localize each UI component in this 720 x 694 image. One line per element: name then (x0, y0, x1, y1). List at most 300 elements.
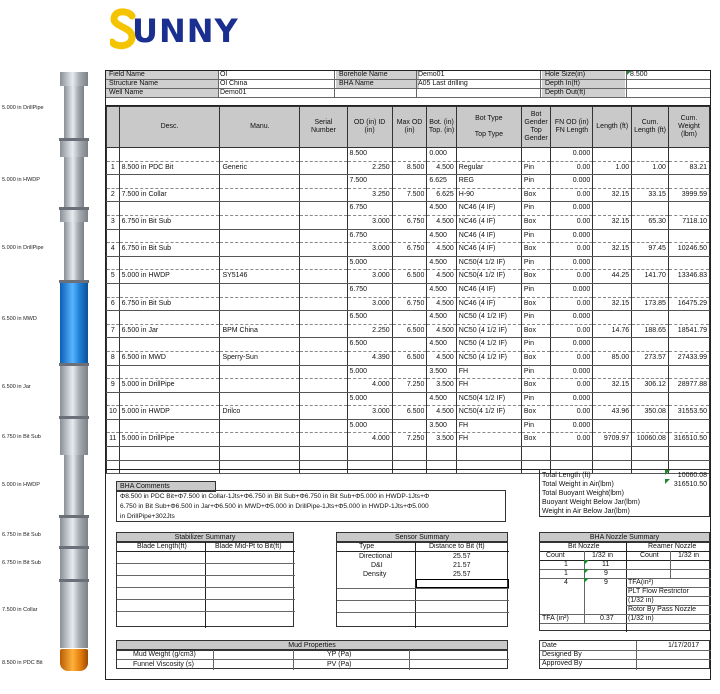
cell-empty (119, 229, 220, 243)
cum-weight-value: 13346.83 (668, 270, 709, 284)
col-fn: FN OD (in) FN Length (551, 107, 593, 148)
fn-od: 0.000 (551, 256, 593, 270)
bha-name-label: BHA Name (336, 80, 419, 88)
row-number: 6 (107, 297, 120, 311)
cell-empty (119, 460, 220, 474)
cell-empty (668, 447, 709, 461)
bit-sub (60, 419, 88, 455)
fn-length: 0.00 (551, 297, 593, 311)
od-value: 6.750 (347, 202, 392, 216)
cell-empty (427, 447, 456, 461)
od-value: 8.500 (347, 148, 392, 162)
serial-number (300, 243, 347, 257)
manufacturer (220, 188, 300, 202)
max-od-value: 6.500 (392, 406, 427, 420)
bot-type: NC46 (4 IF) (456, 229, 521, 243)
component-desc: 6.750 in Bit Sub (119, 243, 220, 257)
od-value: 6.750 (347, 229, 392, 243)
cell-empty (632, 338, 669, 352)
bha-name-value: A05 Last drilling (418, 80, 468, 87)
mud-table (116, 649, 508, 669)
mud-title: Mud Properties (116, 640, 508, 651)
fn-length: 0.00 (551, 406, 593, 420)
top-value: 4.500 (427, 351, 456, 365)
od-value: 6.500 (347, 338, 392, 352)
top-value: 4.500 (427, 161, 456, 175)
cell-empty (668, 148, 709, 162)
top-type: FH (456, 433, 521, 447)
serial-number (300, 270, 347, 284)
col-desc: Desc. (119, 107, 220, 148)
signoff-table (539, 640, 710, 669)
od-value: 5.000 (347, 365, 392, 379)
manufacturer: SY5146 (220, 270, 300, 284)
bot-value: 6.625 (427, 175, 456, 189)
well-name-value: Demo01 (220, 89, 247, 96)
nozzle-table (539, 541, 710, 631)
pv-label: PV (Pa) (327, 661, 352, 668)
top-type: NC46 (4 IF) (456, 297, 521, 311)
table-row (107, 161, 710, 175)
tool-label: 5.000 in DrillPipe (2, 245, 44, 251)
cell-empty (220, 148, 300, 162)
cell-empty (551, 447, 593, 461)
sensor-table (336, 541, 508, 627)
id-value: 2.250 (347, 324, 392, 338)
id-value: 4.000 (347, 379, 392, 393)
plt-flow-unit: (1/32 in) (628, 597, 654, 604)
col-num (107, 107, 120, 148)
component-desc: 6.750 in Bit Sub (119, 297, 220, 311)
cell-empty (668, 229, 709, 243)
top-value: 4.500 (427, 324, 456, 338)
total-air-label: Total Weight in Air(lbm) (542, 481, 614, 488)
table-row (107, 188, 710, 202)
cell-empty (427, 460, 456, 474)
cell-empty (392, 419, 427, 433)
manufacturer (220, 379, 300, 393)
row-number: 2 (107, 188, 120, 202)
bot-value: 4.500 (427, 392, 456, 406)
cum-length-value: 1.00 (632, 161, 669, 175)
top-value: 4.500 (427, 270, 456, 284)
bot-gender: Pin (521, 338, 550, 352)
total-length-label: Total Length (ft) (542, 472, 591, 479)
jar (60, 366, 88, 416)
bit-count-label: Count (546, 552, 565, 559)
length-value: 32.15 (593, 243, 632, 257)
table-row (107, 148, 710, 162)
tool-label: 5.000 in HWDP (2, 177, 40, 183)
cell-empty (300, 392, 347, 406)
cell-empty (300, 175, 347, 189)
mwd-tool (60, 283, 88, 363)
table-row (107, 392, 710, 406)
od-value: 6.500 (347, 311, 392, 325)
cell-empty (300, 311, 347, 325)
cell-empty (119, 148, 220, 162)
table-row (107, 175, 710, 189)
plt-flow-label: PLT Flow Restrictor (628, 588, 689, 595)
cum-length-value: 33.15 (632, 188, 669, 202)
cell-empty (668, 175, 709, 189)
cum-weight-value: 3999.59 (668, 188, 709, 202)
cell-empty (632, 256, 669, 270)
cell-empty (220, 460, 300, 474)
max-od-value: 6.750 (392, 215, 427, 229)
top-value: 4.500 (427, 215, 456, 229)
length-value: 43.96 (593, 406, 632, 420)
cell-empty (347, 447, 392, 461)
od-value: 5.000 (347, 392, 392, 406)
bot-type: FH (456, 419, 521, 433)
cell-empty (220, 311, 300, 325)
table-row (107, 433, 710, 447)
cell-empty (392, 365, 427, 379)
cell-empty (220, 229, 300, 243)
bot-gender: Pin (521, 256, 550, 270)
cell-empty (347, 460, 392, 474)
cell-empty (392, 229, 427, 243)
component-desc: 5.000 in DrillPipe (119, 433, 220, 447)
cell-empty (107, 460, 120, 474)
cell-empty (107, 283, 120, 297)
rotor-bypass-label: Rotor By Pass Nozzle (628, 606, 697, 613)
component-desc: 6.500 in MWD (119, 351, 220, 365)
top-type: NC50 (4 1/2 IF) (456, 351, 521, 365)
cell-empty (392, 283, 427, 297)
cell-empty (300, 148, 347, 162)
top-type: Regular (456, 161, 521, 175)
col-serial: Serial Number (300, 107, 347, 148)
sensor-selected-cell[interactable] (416, 579, 509, 588)
structure-label: Structure Name (106, 80, 219, 88)
bit-nozzle-count: 1 (564, 561, 568, 568)
cell-empty (632, 447, 669, 461)
fn-od: 0.000 (551, 283, 593, 297)
col-length: Length (ft) (593, 107, 632, 148)
row-number: 3 (107, 215, 120, 229)
id-value: 2.250 (347, 161, 392, 175)
comment-line-1: Φ8.500 in PDC Bit+Φ7.500 in Collar-1Jts+Φ6.750 in Bit Sub+Φ6.750 in Bit Sub+Φ5.000 in HWDP-1Jts+Φ (120, 493, 430, 500)
top-value: 3.500 (427, 379, 456, 393)
bit-nozzle-size: 9 (604, 579, 608, 586)
tool-label: 6.750 in Bit Sub (2, 560, 41, 566)
cell-empty (392, 338, 427, 352)
od-value: 6.750 (347, 283, 392, 297)
cell-empty (300, 365, 347, 379)
bit-size-label: 1/32 in (592, 552, 614, 559)
cum-length-value: 350.08 (632, 406, 669, 420)
top-value: 3.500 (427, 433, 456, 447)
cell-empty (220, 175, 300, 189)
cell-empty (632, 148, 669, 162)
cum-weight-value: 83.21 (668, 161, 709, 175)
bot-gender: Pin (521, 202, 550, 216)
col-bot-top-type (456, 107, 521, 148)
table-row-empty (107, 447, 710, 461)
top-type: H-90 (456, 188, 521, 202)
fn-length: 0.00 (551, 161, 593, 175)
cell-empty (300, 283, 347, 297)
cell-empty (300, 419, 347, 433)
fn-od: 0.000 (551, 419, 593, 433)
cell-empty (300, 256, 347, 270)
row-number: 10 (107, 406, 120, 420)
cum-length-value: 141.70 (632, 270, 669, 284)
table-row (107, 311, 710, 325)
borehole-value: Demo01 (418, 71, 445, 78)
bot-type: NC50(4 1/2 IF) (456, 256, 521, 270)
cell-empty (632, 229, 669, 243)
top-type: FH (456, 379, 521, 393)
cell-empty (392, 447, 427, 461)
cell-empty (632, 419, 669, 433)
row-number: 9 (107, 379, 120, 393)
manufacturer (220, 433, 300, 447)
cum-length-value: 97.45 (632, 243, 669, 257)
manufacturer: Sperry-Sun (220, 351, 300, 365)
serial-number (300, 351, 347, 365)
top-type: NC46 (4 IF) (456, 243, 521, 257)
id-value: 4.000 (347, 433, 392, 447)
col-bot-top: Bot. (in) Top. (in) (427, 107, 456, 148)
stabilizer-title: Stabilizer Summary (116, 532, 294, 543)
cell-empty (632, 175, 669, 189)
cell-empty (119, 202, 220, 216)
fn-od: 0.000 (551, 311, 593, 325)
bha-tool-string (0, 70, 105, 690)
hwdp-body (64, 455, 84, 515)
bot-type: NC50 (4 1/2 IF) (456, 338, 521, 352)
fn-od: 0.000 (551, 365, 593, 379)
fn-od: 0.000 (551, 148, 593, 162)
length-value: 1.00 (593, 161, 632, 175)
approved-by-label: Approved By (542, 660, 583, 667)
bha-components-table (106, 106, 710, 474)
cell-empty (107, 447, 120, 461)
fn-length: 0.00 (551, 324, 593, 338)
cell-empty (107, 392, 120, 406)
cell-empty (220, 365, 300, 379)
fn-od: 0.000 (551, 338, 593, 352)
cell-empty (593, 392, 632, 406)
structure-value: Ol China (220, 80, 248, 87)
manufacturer (220, 215, 300, 229)
well-name-label: Well Name (106, 89, 219, 97)
cum-weight-value: 16475.29 (668, 297, 709, 311)
top-gender: Box (521, 324, 550, 338)
sensor-type: Directional (359, 553, 393, 560)
cell-empty (119, 311, 220, 325)
tool-label: 6.750 in Bit Sub (2, 532, 41, 538)
cell-empty (593, 148, 632, 162)
cell-empty (593, 338, 632, 352)
tool-label: 7.500 in Collar (2, 607, 38, 613)
bit-sub (60, 549, 88, 579)
component-desc: 5.000 in HWDP (119, 406, 220, 420)
cell-empty (107, 229, 120, 243)
row-number: 1 (107, 161, 120, 175)
cell-empty (107, 338, 120, 352)
cell-empty (392, 202, 427, 216)
id-value: 3.000 (347, 243, 392, 257)
reamer-size-label: 1/32 in (678, 552, 700, 559)
stabilizer-table (116, 541, 294, 627)
cum-weight-value: 10246.50 (668, 243, 709, 257)
cell-empty (119, 447, 220, 461)
length-value: 9709.97 (593, 433, 632, 447)
component-desc: 8.500 in PDC Bit (119, 161, 220, 175)
cum-weight-value: 27433.99 (668, 351, 709, 365)
bot-value: 4.500 (427, 229, 456, 243)
component-desc: 6.750 in Bit Sub (119, 215, 220, 229)
top-value: 4.500 (427, 243, 456, 257)
bot-type: NC50 (4 1/2 IF) (456, 311, 521, 325)
cum-weight-value: 31553.50 (668, 406, 709, 420)
col-top-type: Top Type (474, 131, 503, 138)
depth-in-label: Depth In(ft) (542, 80, 625, 88)
cell-empty (300, 338, 347, 352)
bit-nozzle-label: Bit Nozzle (568, 543, 600, 550)
table-row (107, 243, 710, 257)
cum-weight-value: 316510.50 (668, 433, 709, 447)
bit-nozzle-count: 1 (564, 570, 568, 577)
fn-od: 0.000 (551, 229, 593, 243)
hwdp-upset (60, 141, 88, 157)
cell-empty (300, 447, 347, 461)
stab-col-mid-pt: Blade Mid-Pt to Bit(ft) (215, 543, 282, 550)
tool-label: 6.750 in Bit Sub (2, 434, 41, 440)
tool-label: 6.500 in Jar (2, 384, 31, 390)
top-gender: Box (521, 243, 550, 257)
cell-empty (593, 229, 632, 243)
length-value: 32.15 (593, 379, 632, 393)
reamer-count-label: Count (640, 552, 659, 559)
cell-empty (119, 365, 220, 379)
top-gender: Box (521, 215, 550, 229)
tfa-label: TFA(in²) (628, 579, 654, 586)
cell-empty (632, 365, 669, 379)
cell-empty (220, 202, 300, 216)
cell-empty (107, 148, 120, 162)
cell-empty (119, 256, 220, 270)
cell-empty (107, 175, 120, 189)
top-gender: Box (521, 379, 550, 393)
cell-empty (220, 447, 300, 461)
table-row (107, 270, 710, 284)
bha-comments-box (116, 490, 506, 522)
cell-empty (668, 311, 709, 325)
fn-od: 0.000 (551, 202, 593, 216)
fn-od: 0.000 (551, 175, 593, 189)
drillpipe-tooljoint (60, 210, 88, 222)
bot-value: 4.500 (427, 311, 456, 325)
col-od-id: OD (in) ID (in) (347, 107, 392, 148)
sensor-distance: 21.57 (453, 562, 471, 569)
manufacturer: Generic (220, 161, 300, 175)
bot-gender: Pin (521, 175, 550, 189)
bot-value: 4.500 (427, 338, 456, 352)
length-value: 85.00 (593, 351, 632, 365)
cell-empty (456, 447, 521, 461)
cell-empty (220, 392, 300, 406)
fn-length: 0.00 (551, 433, 593, 447)
bot-value: 3.500 (427, 419, 456, 433)
cell-empty (521, 447, 550, 461)
totals-box (539, 469, 710, 517)
serial-number (300, 324, 347, 338)
cell-empty (593, 447, 632, 461)
top-type: NC50(4 1/2 IF) (456, 270, 521, 284)
header-info (106, 71, 710, 105)
table-row (107, 229, 710, 243)
hwdp-body (64, 157, 84, 207)
table-row (107, 338, 710, 352)
cell-empty (632, 283, 669, 297)
bot-type: NC50(4 1/2 IF) (456, 392, 521, 406)
col-manu: Manu. (220, 107, 300, 148)
cell-empty (220, 283, 300, 297)
table-row (107, 379, 710, 393)
cell-empty (119, 392, 220, 406)
cell-empty (668, 202, 709, 216)
serial-number (300, 297, 347, 311)
length-value: 32.15 (593, 297, 632, 311)
cell-empty (593, 256, 632, 270)
cum-length-value: 306.12 (632, 379, 669, 393)
total-length-value: 10060.08 (677, 472, 707, 479)
manufacturer (220, 297, 300, 311)
col-cum-weight: Cum. Weight (lbm) (668, 107, 709, 148)
row-number: 5 (107, 270, 120, 284)
cell-empty (593, 419, 632, 433)
top-gender: Box (521, 433, 550, 447)
tool-label: 6.500 in MWD (2, 316, 37, 322)
table-row (107, 419, 710, 433)
fn-length: 0.00 (551, 243, 593, 257)
cell-empty (119, 283, 220, 297)
table-row (107, 215, 710, 229)
bot-gender: Pin (521, 229, 550, 243)
bha-comments-title: BHA Comments (116, 481, 216, 492)
total-buoyant-label: Total Buoyant Weight(lbm) (542, 490, 624, 497)
cell-empty (220, 256, 300, 270)
cell-empty (593, 283, 632, 297)
top-type: NC50 (4 1/2 IF) (456, 324, 521, 338)
top-type: NC50(4 1/2 IF) (456, 406, 521, 420)
cum-length-value: 188.65 (632, 324, 669, 338)
tool-label: 5.000 in HWDP (2, 482, 40, 488)
cell-empty (392, 460, 427, 474)
fn-length: 0.00 (551, 351, 593, 365)
note-marker-icon (665, 479, 670, 484)
drillpipe-tooljoint (60, 72, 88, 86)
cum-weight-value: 7118.10 (668, 215, 709, 229)
depth-out-label: Depth Out(ft) (542, 89, 625, 97)
cell-empty (300, 202, 347, 216)
manufacturer (220, 243, 300, 257)
date-label: Date (542, 642, 557, 649)
sensor-col-type: Type (359, 543, 375, 550)
row-number: 11 (107, 433, 120, 447)
cell-empty (220, 338, 300, 352)
yp-label: YP (Pa) (327, 651, 352, 658)
id-value: 3.250 (347, 188, 392, 202)
table-row (107, 202, 710, 216)
cell-empty (593, 202, 632, 216)
max-od-value: 6.750 (392, 297, 427, 311)
